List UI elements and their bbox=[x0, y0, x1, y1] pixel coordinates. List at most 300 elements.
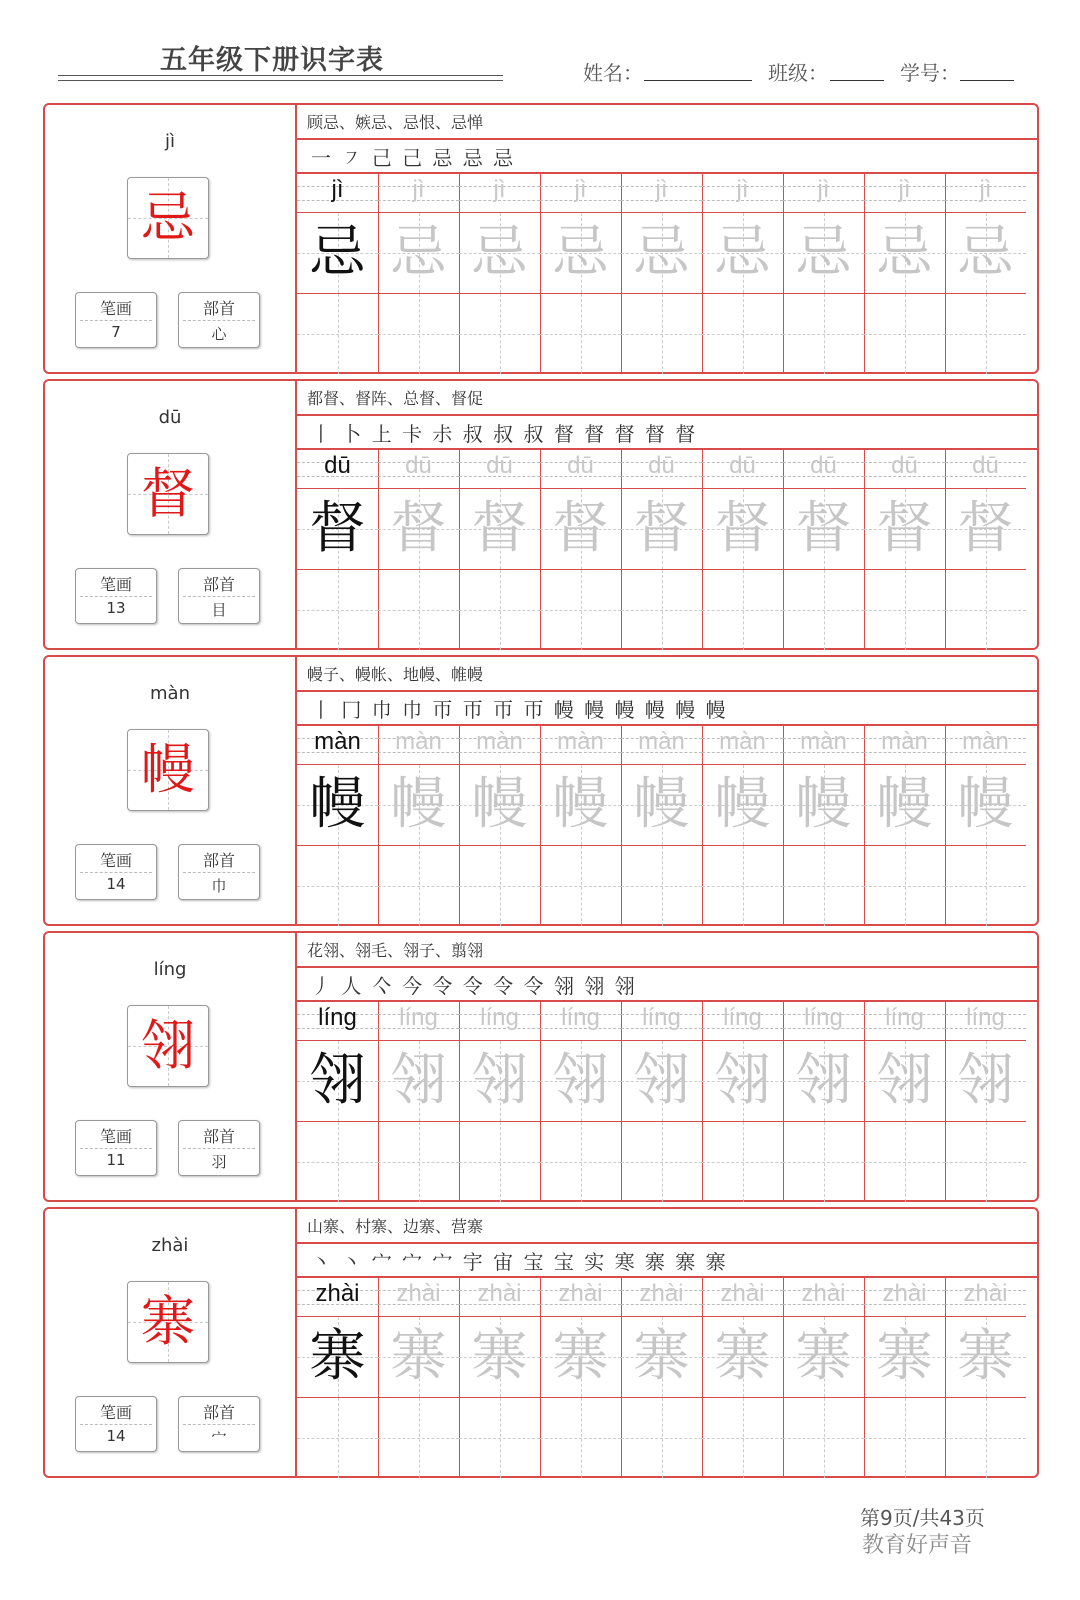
pinyin-trace-cell[interactable] bbox=[783, 174, 864, 213]
character-trace-cell[interactable] bbox=[540, 213, 621, 294]
character-trace: 忌 bbox=[876, 220, 933, 285]
blank-writing-cell[interactable] bbox=[621, 1122, 702, 1202]
character-trace-cell[interactable] bbox=[297, 489, 378, 570]
pinyin-trace: jì bbox=[979, 176, 992, 203]
radical-label: 部首 bbox=[202, 299, 235, 318]
pinyin-trace-cell[interactable] bbox=[945, 174, 1026, 213]
practice-grid bbox=[297, 174, 1037, 372]
character-trace: 忌 bbox=[552, 220, 609, 285]
blank-writing-cell[interactable] bbox=[702, 294, 783, 374]
pinyin-trace-cell[interactable] bbox=[783, 1002, 864, 1041]
character-trace-cell[interactable] bbox=[621, 1317, 702, 1398]
pinyin-trace-cell[interactable] bbox=[864, 1002, 945, 1041]
practice-panel bbox=[297, 105, 1037, 372]
character-trace: 翎 bbox=[309, 1048, 366, 1113]
pinyin-trace-cell[interactable] bbox=[864, 1278, 945, 1317]
practice-column bbox=[621, 174, 703, 372]
pinyin-trace: jì bbox=[412, 176, 425, 203]
pinyin-trace: jì bbox=[331, 176, 344, 203]
character-trace-cell[interactable] bbox=[459, 213, 540, 294]
pinyin-trace-cell[interactable] bbox=[378, 726, 459, 765]
practice-column bbox=[459, 174, 541, 372]
character-trace-cell[interactable] bbox=[783, 489, 864, 570]
character-display bbox=[127, 1281, 209, 1363]
stroke-count-label: 笔画 bbox=[99, 1403, 132, 1422]
example-words-row bbox=[297, 105, 1037, 140]
character-trace-cell[interactable] bbox=[378, 1041, 459, 1122]
radical-label: 部首 bbox=[202, 1127, 235, 1146]
example-words: 顾忌、嫉忌、忌恨、忌惮 bbox=[307, 113, 484, 132]
character-trace: 翎 bbox=[390, 1048, 447, 1113]
character-trace: 翎 bbox=[552, 1048, 609, 1113]
title-underline-2 bbox=[58, 80, 503, 81]
character-trace: 寨 bbox=[390, 1324, 447, 1389]
pinyin-trace-cell[interactable] bbox=[783, 726, 864, 765]
stroke-count-value: 14 bbox=[106, 875, 126, 893]
practice-grid bbox=[297, 726, 1037, 924]
character-trace: 督 bbox=[633, 496, 690, 561]
pinyin-trace: zhài bbox=[963, 1280, 1008, 1307]
stroke-count-label: 笔画 bbox=[99, 299, 132, 318]
blank-writing-cell[interactable] bbox=[945, 1398, 1026, 1478]
practice-column bbox=[864, 1278, 946, 1476]
practice-column bbox=[378, 726, 460, 924]
character-trace: 寨 bbox=[552, 1324, 609, 1389]
blank-writing-cell[interactable] bbox=[702, 1122, 783, 1202]
character-trace-cell[interactable] bbox=[459, 765, 540, 846]
pinyin-trace-cell[interactable] bbox=[297, 1002, 378, 1041]
pinyin-trace-cell[interactable] bbox=[540, 450, 621, 489]
character-trace-cell[interactable] bbox=[621, 489, 702, 570]
blank-writing-cell[interactable] bbox=[945, 1122, 1026, 1202]
character-trace-cell[interactable] bbox=[540, 1317, 621, 1398]
character-trace-cell[interactable] bbox=[864, 213, 945, 294]
character-trace-cell[interactable] bbox=[945, 1317, 1026, 1398]
blank-writing-cell[interactable] bbox=[459, 294, 540, 374]
practice-column bbox=[459, 1278, 541, 1476]
pinyin-trace-cell[interactable] bbox=[864, 450, 945, 489]
blank-writing-cell[interactable] bbox=[621, 294, 702, 374]
blank-writing-cell[interactable] bbox=[540, 1398, 621, 1478]
practice-column bbox=[945, 450, 1026, 648]
blank-writing-cell[interactable] bbox=[783, 846, 864, 926]
character-trace: 翎 bbox=[714, 1048, 771, 1113]
character-card bbox=[43, 931, 1039, 1202]
character-trace-cell[interactable] bbox=[621, 213, 702, 294]
class-field[interactable] bbox=[830, 80, 884, 81]
pinyin-trace: dū bbox=[810, 452, 837, 479]
blank-writing-cell[interactable] bbox=[297, 294, 378, 374]
character-card bbox=[43, 1207, 1039, 1478]
blank-writing-cell[interactable] bbox=[540, 570, 621, 650]
character-trace: 幔 bbox=[552, 772, 609, 837]
blank-writing-cell[interactable] bbox=[540, 846, 621, 926]
character-display bbox=[127, 1005, 209, 1087]
character-trace-cell[interactable] bbox=[864, 1317, 945, 1398]
character-trace-cell[interactable] bbox=[297, 765, 378, 846]
character-trace: 幔 bbox=[390, 772, 447, 837]
blank-writing-cell[interactable] bbox=[945, 570, 1026, 650]
blank-writing-cell[interactable] bbox=[459, 570, 540, 650]
character-trace-cell[interactable] bbox=[297, 1317, 378, 1398]
radical-label: 部首 bbox=[202, 851, 235, 870]
character-trace-cell[interactable] bbox=[945, 489, 1026, 570]
pinyin-trace: jì bbox=[493, 176, 506, 203]
pinyin-trace-cell[interactable] bbox=[702, 174, 783, 213]
character-trace-cell[interactable] bbox=[783, 1317, 864, 1398]
practice-column bbox=[378, 1002, 460, 1200]
character-trace-cell[interactable] bbox=[621, 765, 702, 846]
pinyin-trace: zhài bbox=[639, 1280, 684, 1307]
character-trace: 幔 bbox=[309, 772, 366, 837]
pinyin-trace-cell[interactable] bbox=[783, 450, 864, 489]
practice-column bbox=[540, 1278, 622, 1476]
practice-column bbox=[297, 1002, 379, 1200]
character-trace-cell[interactable] bbox=[702, 489, 783, 570]
practice-column bbox=[945, 726, 1026, 924]
character-trace-cell[interactable] bbox=[378, 765, 459, 846]
character-trace-cell[interactable] bbox=[783, 1041, 864, 1122]
practice-column bbox=[783, 1002, 865, 1200]
stroke-count-box bbox=[75, 1120, 157, 1176]
practice-column bbox=[459, 726, 541, 924]
character-glyph: 寨 bbox=[141, 1290, 195, 1353]
practice-column bbox=[297, 726, 379, 924]
practice-column bbox=[783, 726, 865, 924]
pinyin-trace: líng bbox=[966, 1004, 1005, 1031]
character-glyph: 督 bbox=[141, 462, 195, 525]
practice-column bbox=[864, 174, 946, 372]
character-trace: 忌 bbox=[714, 220, 771, 285]
character-card bbox=[43, 103, 1039, 374]
pinyin-trace-cell[interactable] bbox=[297, 1278, 378, 1317]
blank-writing-cell[interactable] bbox=[621, 570, 702, 650]
character-trace: 寨 bbox=[714, 1324, 771, 1389]
stroke-count-value: 14 bbox=[106, 1427, 126, 1445]
character-pinyin: dū bbox=[158, 407, 182, 428]
pinyin-trace: màn bbox=[476, 728, 523, 755]
name-field[interactable] bbox=[644, 80, 752, 81]
pinyin-trace: zhài bbox=[315, 1280, 360, 1307]
pinyin-trace-cell[interactable] bbox=[945, 726, 1026, 765]
pinyin-trace-cell[interactable] bbox=[945, 1002, 1026, 1041]
blank-writing-cell[interactable] bbox=[297, 1398, 378, 1478]
practice-panel bbox=[297, 657, 1037, 924]
practice-column bbox=[945, 174, 1026, 372]
blank-writing-cell[interactable] bbox=[783, 294, 864, 374]
pinyin-trace: màn bbox=[719, 728, 766, 755]
pinyin-trace: zhài bbox=[477, 1280, 522, 1307]
character-trace: 督 bbox=[309, 496, 366, 561]
practice-column bbox=[864, 1002, 946, 1200]
id-field[interactable] bbox=[960, 80, 1014, 81]
pinyin-trace: zhài bbox=[801, 1280, 846, 1307]
character-trace: 督 bbox=[471, 496, 528, 561]
character-trace-cell[interactable] bbox=[783, 765, 864, 846]
pinyin-trace-cell[interactable] bbox=[297, 726, 378, 765]
pinyin-trace: jì bbox=[898, 176, 911, 203]
pinyin-trace: màn bbox=[395, 728, 442, 755]
stroke-count-box bbox=[75, 568, 157, 624]
character-trace-cell[interactable] bbox=[702, 1041, 783, 1122]
blank-writing-cell[interactable] bbox=[702, 846, 783, 926]
pinyin-trace-cell[interactable] bbox=[540, 726, 621, 765]
pinyin-trace-cell[interactable] bbox=[297, 450, 378, 489]
blank-writing-cell[interactable] bbox=[459, 1398, 540, 1478]
character-trace-cell[interactable] bbox=[540, 489, 621, 570]
pinyin-trace: màn bbox=[881, 728, 928, 755]
blank-writing-cell[interactable] bbox=[297, 1122, 378, 1202]
practice-column bbox=[945, 1002, 1026, 1200]
blank-writing-cell[interactable] bbox=[783, 1122, 864, 1202]
practice-column bbox=[621, 726, 703, 924]
practice-column bbox=[621, 1278, 703, 1476]
character-info-panel bbox=[45, 1209, 297, 1476]
character-info-panel bbox=[45, 657, 297, 924]
example-words: 花翎、翎毛、翎子、翦翎 bbox=[307, 941, 484, 960]
pinyin-trace-cell[interactable] bbox=[459, 1002, 540, 1041]
character-trace-cell[interactable] bbox=[459, 1317, 540, 1398]
practice-column bbox=[783, 450, 865, 648]
practice-column bbox=[702, 726, 784, 924]
blank-writing-cell[interactable] bbox=[702, 570, 783, 650]
character-pinyin: líng bbox=[153, 959, 187, 980]
blank-writing-cell[interactable] bbox=[621, 1398, 702, 1478]
character-trace-cell[interactable] bbox=[702, 213, 783, 294]
character-trace-cell[interactable] bbox=[864, 765, 945, 846]
practice-column bbox=[783, 174, 865, 372]
practice-column bbox=[297, 174, 379, 372]
pinyin-trace: dū bbox=[405, 452, 432, 479]
pinyin-trace: líng bbox=[642, 1004, 681, 1031]
blank-writing-cell[interactable] bbox=[297, 570, 378, 650]
pinyin-trace-cell[interactable] bbox=[297, 174, 378, 213]
character-trace-cell[interactable] bbox=[459, 1041, 540, 1122]
blank-writing-cell[interactable] bbox=[864, 1122, 945, 1202]
character-trace-cell[interactable] bbox=[378, 213, 459, 294]
pinyin-trace: zhài bbox=[396, 1280, 441, 1307]
class-label: 班级： bbox=[768, 61, 828, 85]
practice-column bbox=[864, 450, 946, 648]
pinyin-trace-cell[interactable] bbox=[459, 726, 540, 765]
pinyin-trace-cell[interactable] bbox=[621, 1002, 702, 1041]
character-trace: 幔 bbox=[957, 772, 1014, 837]
character-trace-cell[interactable] bbox=[378, 1317, 459, 1398]
pinyin-trace-cell[interactable] bbox=[459, 174, 540, 213]
practice-column bbox=[783, 1278, 865, 1476]
character-trace-cell[interactable] bbox=[378, 489, 459, 570]
practice-column bbox=[540, 174, 622, 372]
blank-writing-cell[interactable] bbox=[540, 294, 621, 374]
character-trace: 翎 bbox=[957, 1048, 1014, 1113]
page-title: 五年级下册识字表 bbox=[160, 45, 384, 76]
pinyin-trace-cell[interactable] bbox=[378, 1278, 459, 1317]
character-display bbox=[127, 729, 209, 811]
radical-box bbox=[178, 568, 260, 624]
blank-writing-cell[interactable] bbox=[378, 294, 459, 374]
pinyin-trace-cell[interactable] bbox=[378, 450, 459, 489]
watermark: 教育好声音 bbox=[862, 1533, 973, 1558]
character-trace: 忌 bbox=[390, 220, 447, 285]
pinyin-trace-cell[interactable] bbox=[702, 1278, 783, 1317]
character-info-panel bbox=[45, 105, 297, 372]
practice-column bbox=[378, 174, 460, 372]
character-glyph: 翎 bbox=[141, 1014, 195, 1077]
practice-column bbox=[621, 450, 703, 648]
blank-writing-cell[interactable] bbox=[540, 1122, 621, 1202]
character-card bbox=[43, 655, 1039, 926]
stroke-order-row bbox=[297, 968, 1037, 1002]
pinyin-trace: zhài bbox=[720, 1280, 765, 1307]
radical-value: 目 bbox=[211, 601, 227, 619]
character-pinyin: zhài bbox=[151, 1235, 189, 1256]
blank-writing-cell[interactable] bbox=[864, 570, 945, 650]
character-trace: 忌 bbox=[471, 220, 528, 285]
blank-writing-cell[interactable] bbox=[945, 294, 1026, 374]
character-trace: 忌 bbox=[309, 220, 366, 285]
character-pinyin: màn bbox=[150, 683, 190, 704]
pinyin-trace: líng bbox=[804, 1004, 843, 1031]
practice-panel bbox=[297, 381, 1037, 648]
stroke-count-box bbox=[75, 1396, 157, 1452]
practice-column bbox=[702, 1002, 784, 1200]
pinyin-trace: dū bbox=[729, 452, 756, 479]
radical-box bbox=[178, 1120, 260, 1176]
practice-column bbox=[540, 1002, 622, 1200]
blank-writing-cell[interactable] bbox=[378, 846, 459, 926]
blank-writing-cell[interactable] bbox=[783, 1398, 864, 1478]
pinyin-trace: líng bbox=[480, 1004, 519, 1031]
pinyin-trace: dū bbox=[972, 452, 999, 479]
blank-writing-cell[interactable] bbox=[864, 294, 945, 374]
pinyin-trace-cell[interactable] bbox=[621, 1278, 702, 1317]
character-trace: 幔 bbox=[714, 772, 771, 837]
blank-writing-cell[interactable] bbox=[378, 570, 459, 650]
practice-column bbox=[540, 726, 622, 924]
blank-writing-cell[interactable] bbox=[864, 846, 945, 926]
blank-writing-cell[interactable] bbox=[864, 1398, 945, 1478]
character-trace-cell[interactable] bbox=[945, 765, 1026, 846]
character-trace-cell[interactable] bbox=[540, 765, 621, 846]
character-trace-cell[interactable] bbox=[621, 1041, 702, 1122]
radical-value: 巾 bbox=[211, 877, 227, 895]
blank-writing-cell[interactable] bbox=[378, 1122, 459, 1202]
pinyin-trace-cell[interactable] bbox=[378, 1002, 459, 1041]
pinyin-trace: líng bbox=[885, 1004, 924, 1031]
character-trace-cell[interactable] bbox=[864, 1041, 945, 1122]
character-trace: 翎 bbox=[471, 1048, 528, 1113]
practice-column bbox=[378, 450, 460, 648]
character-trace: 寨 bbox=[876, 1324, 933, 1389]
stroke-order-row bbox=[297, 1244, 1037, 1278]
pinyin-trace: dū bbox=[891, 452, 918, 479]
pinyin-trace: màn bbox=[557, 728, 604, 755]
character-trace: 翎 bbox=[633, 1048, 690, 1113]
stroke-count-label: 笔画 bbox=[99, 851, 132, 870]
stroke-count-value: 7 bbox=[111, 323, 121, 341]
character-trace: 翎 bbox=[795, 1048, 852, 1113]
pinyin-trace-cell[interactable] bbox=[702, 450, 783, 489]
character-trace-cell[interactable] bbox=[297, 1041, 378, 1122]
pinyin-trace: dū bbox=[648, 452, 675, 479]
stroke-count-value: 11 bbox=[106, 1151, 126, 1169]
stroke-count-box bbox=[75, 844, 157, 900]
pinyin-trace: líng bbox=[723, 1004, 762, 1031]
pinyin-trace-cell[interactable] bbox=[945, 450, 1026, 489]
pinyin-trace-cell[interactable] bbox=[621, 174, 702, 213]
blank-writing-cell[interactable] bbox=[459, 1122, 540, 1202]
pinyin-trace-cell[interactable] bbox=[864, 726, 945, 765]
practice-column bbox=[297, 1278, 379, 1476]
pinyin-trace-cell[interactable] bbox=[702, 726, 783, 765]
blank-writing-cell[interactable] bbox=[621, 846, 702, 926]
stroke-order-row bbox=[297, 692, 1037, 726]
character-trace-cell[interactable] bbox=[783, 213, 864, 294]
radical-box bbox=[178, 844, 260, 900]
blank-writing-cell[interactable] bbox=[702, 1398, 783, 1478]
example-words-row bbox=[297, 657, 1037, 692]
character-trace-cell[interactable] bbox=[945, 213, 1026, 294]
character-trace: 幔 bbox=[795, 772, 852, 837]
pinyin-trace-cell[interactable] bbox=[702, 1002, 783, 1041]
pinyin-trace-cell[interactable] bbox=[864, 174, 945, 213]
page-number: 第9页/共43页 bbox=[860, 1506, 985, 1530]
pinyin-trace-cell[interactable] bbox=[540, 174, 621, 213]
blank-writing-cell[interactable] bbox=[459, 846, 540, 926]
character-trace-cell[interactable] bbox=[945, 1041, 1026, 1122]
pinyin-trace-cell[interactable] bbox=[540, 1002, 621, 1041]
blank-writing-cell[interactable] bbox=[297, 846, 378, 926]
pinyin-trace: dū bbox=[567, 452, 594, 479]
pinyin-trace-cell[interactable] bbox=[621, 726, 702, 765]
stroke-count-box bbox=[75, 292, 157, 348]
practice-grid bbox=[297, 1002, 1037, 1200]
example-words-row bbox=[297, 933, 1037, 968]
pinyin-trace: màn bbox=[638, 728, 685, 755]
character-info-panel bbox=[45, 933, 297, 1200]
blank-writing-cell[interactable] bbox=[378, 1398, 459, 1478]
stroke-order: 丨 卜 上 卡 尗 叔 叔 叔 督 督 督 督 督 bbox=[311, 422, 698, 446]
character-trace-cell[interactable] bbox=[702, 765, 783, 846]
practice-panel bbox=[297, 933, 1037, 1200]
pinyin-trace-cell[interactable] bbox=[459, 1278, 540, 1317]
stroke-order-row bbox=[297, 416, 1037, 450]
pinyin-trace-cell[interactable] bbox=[783, 1278, 864, 1317]
blank-writing-cell[interactable] bbox=[783, 570, 864, 650]
stroke-count-label: 笔画 bbox=[99, 575, 132, 594]
character-pinyin: jì bbox=[164, 131, 175, 152]
stroke-count-value: 13 bbox=[106, 599, 126, 617]
character-trace-cell[interactable] bbox=[297, 213, 378, 294]
pinyin-trace-cell[interactable] bbox=[540, 1278, 621, 1317]
character-trace: 忌 bbox=[633, 220, 690, 285]
character-trace-cell[interactable] bbox=[864, 489, 945, 570]
character-trace-cell[interactable] bbox=[540, 1041, 621, 1122]
character-display bbox=[127, 177, 209, 259]
radical-value: 宀 bbox=[211, 1429, 227, 1447]
pinyin-trace: dū bbox=[324, 452, 351, 479]
character-trace-cell[interactable] bbox=[702, 1317, 783, 1398]
pinyin-trace: zhài bbox=[558, 1280, 603, 1307]
pinyin-trace-cell[interactable] bbox=[945, 1278, 1026, 1317]
blank-writing-cell[interactable] bbox=[945, 846, 1026, 926]
pinyin-trace-cell[interactable] bbox=[459, 450, 540, 489]
pinyin-trace: jì bbox=[817, 176, 830, 203]
character-trace-cell[interactable] bbox=[459, 489, 540, 570]
pinyin-trace: màn bbox=[800, 728, 847, 755]
pinyin-trace-cell[interactable] bbox=[378, 174, 459, 213]
pinyin-trace-cell[interactable] bbox=[621, 450, 702, 489]
